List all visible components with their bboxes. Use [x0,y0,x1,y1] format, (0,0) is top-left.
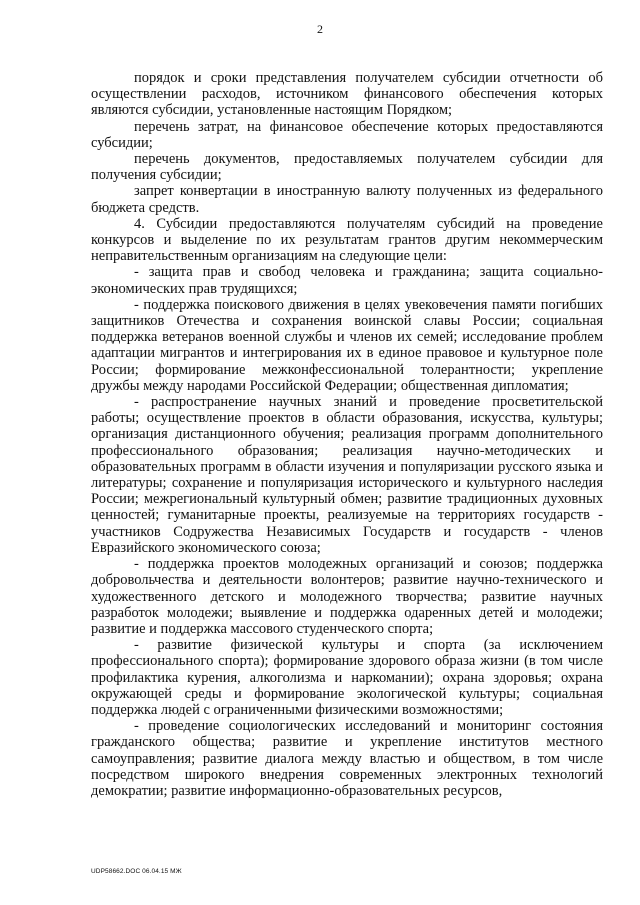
document-body [91,70,603,799]
paragraph-currency-ban: запрет конвертации в иностранную валюту полученных из федерального бюджета средств. [91,183,603,216]
document-footer: UDP58662.DOC 06.04.15 МЖ [91,868,182,875]
paragraph-cost-list: перечень затрат, на финансовое обеспечение которых предоставляются субсидии; [91,118,603,151]
paragraph-section-4: 4. Субсидии предоставляются получателям субсидий на проведение конкурсов и выделение по их результатам грантов другим некоммерческим неправительственным организациям на следующие цели: [91,215,603,265]
paragraph-reporting-procedure: порядок и сроки представления получателем субсидии отчетности об осуществлении расходов, источником финансового обеспечения которых являются субсидии, установленные настоящим Порядком; [91,70,603,119]
list-item-education-culture: - распространение научных знаний и проведение просветительской работы; осуществление проектов в области образования, искусства, культуры; организация дистанционного обучения; реализация программ дополнительного профессионального образования; реализация научно-методических и образовательных программ в области изучения и популяризации русского языка и литературы; сохранение и популяризация исторического и культурного наследия России; межрегиональный культурный обмен; развитие традиционных духовных ценностей; гуманитарные проекты, реализуемые на территориях государств - участников Содружества Независимых Государств и государств - членов Евразийского экономического союза; [91,394,603,556]
list-item-civil-society: - проведение социологических исследований и мониторинг состояния гражданского общества; развитие и укрепление институтов местного самоуправления; развитие диалога между властью и обществом, в том числе посредством широкого внедрения современных электронных технологий демократии; развитие информационно-образовательных ресурсов, [91,718,603,799]
list-item-human-rights: - защита прав и свобод человека и гражданина; защита социально-экономических прав трудящихся; [91,264,603,297]
list-item-search-movement: - поддержка поискового движения в целях увековечения памяти погибших защитников Отечества и сохранения воинской славы России; социальная поддержка ветеранов военной службы и членов их семей; исследование проблем адаптации мигрантов и интегрирования их в единое правовое и культурное поле России; формирование межконфессиональной толерантности; укрепление дружбы между народами Российской Федерации; общественная дипломатия; [91,296,603,394]
page-number: 2 [317,22,323,36]
paragraph-document-list: перечень документов, предоставляемых получателем субсидии для получения субсидии; [91,151,603,184]
list-item-youth: - поддержка проектов молодежных организаций и союзов; поддержка добровольчества и деятельности волонтеров; развитие научно-технического и художественного детского и молодежного творчества; развитие научных разработок молодежи; выявление и поддержка одаренных детей и молодежи; развитие и поддержка массового студенческого спорта; [91,556,603,637]
list-item-sport-health: - развитие физической культуры и спорта (за исключением профессионального спорта); формирование здорового образа жизни (в том числе профилактика курения, алкоголизма и наркомании); охрана здоровья; охрана окружающей среды и формирование экологической культуры; социальная поддержка людей с ограниченными физическими возможностями; [91,637,603,718]
